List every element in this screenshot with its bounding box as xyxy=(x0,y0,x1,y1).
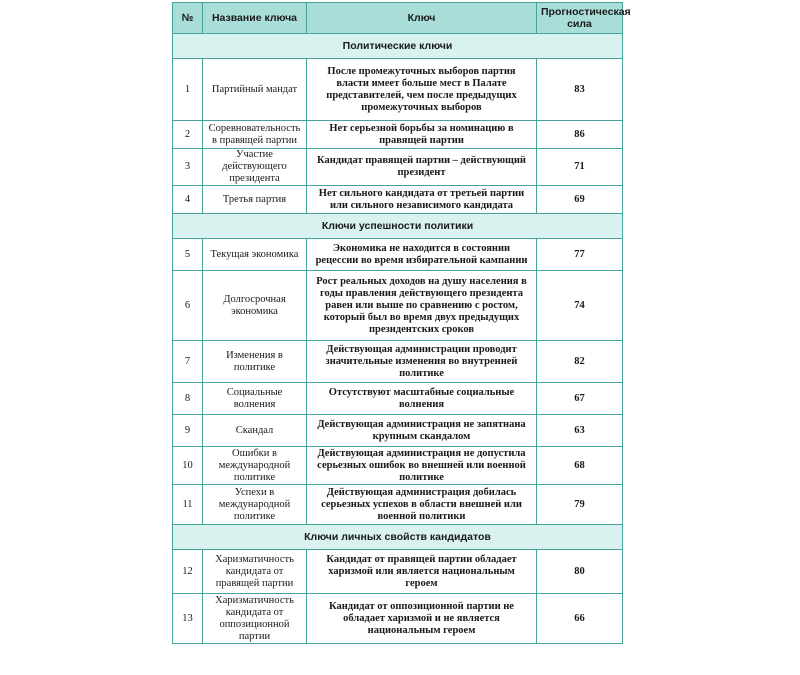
table-row xyxy=(173,341,623,383)
key-name: Социальные волнения xyxy=(203,383,307,415)
key-number: 3 xyxy=(173,149,203,186)
key-number: 13 xyxy=(173,594,203,644)
key-description: Нет сильного кандидата от третьей партии или сильного независимого кандидата xyxy=(307,186,537,214)
key-description: Кандидат от оппозиционной партии не обладает харизмой и не является национальным героем xyxy=(307,594,537,644)
section-header-row xyxy=(173,525,623,550)
key-description: Действующая администрация не запятнана крупным скандалом xyxy=(307,415,537,447)
key-description: Действующая администрация не допустила серьезных ошибок во внешней или военной политике xyxy=(307,447,537,485)
key-number: 6 xyxy=(173,271,203,341)
predictive-power: 68 xyxy=(537,447,623,485)
key-number: 2 xyxy=(173,121,203,149)
key-description: Действующая администрации проводит значительные изменения во внутренней политике xyxy=(307,341,537,383)
key-name: Партийный мандат xyxy=(203,59,307,121)
section-header-row xyxy=(173,214,623,239)
key-name: Долгосрочная экономика xyxy=(203,271,307,341)
keys-table xyxy=(172,2,631,644)
table-row xyxy=(173,447,623,485)
key-description: Действующая администрация добилась серьезных успехов в области внешней или военной политики xyxy=(307,485,537,525)
section-title: Ключи личных свойств кандидатов xyxy=(173,525,623,550)
table-row xyxy=(173,594,623,644)
key-name: Успехи в международной политике xyxy=(203,485,307,525)
key-description: Кандидат от правящей партии обладает харизмой или является национальным героем xyxy=(307,550,537,594)
table-row xyxy=(173,149,623,186)
table-row xyxy=(173,239,623,271)
predictive-power: 74 xyxy=(537,271,623,341)
predictive-power: 67 xyxy=(537,383,623,415)
table-row xyxy=(173,186,623,214)
table-row xyxy=(173,550,623,594)
predictive-power: 86 xyxy=(537,121,623,149)
table-row xyxy=(173,383,623,415)
predictive-power: 83 xyxy=(537,59,623,121)
key-name: Скандал xyxy=(203,415,307,447)
header-name: Название ключа xyxy=(203,3,307,34)
predictive-power: 66 xyxy=(537,594,623,644)
key-description: Нет серьезной борьбы за номинацию в правящей партии xyxy=(307,121,537,149)
key-name: Харизматичность кандидата от правящей партии xyxy=(203,550,307,594)
key-number: 11 xyxy=(173,485,203,525)
key-name: Текущая экономика xyxy=(203,239,307,271)
key-number: 4 xyxy=(173,186,203,214)
table-body xyxy=(173,34,623,644)
key-description: Экономика не находится в состоянии рецессии во время избирательной кампании xyxy=(307,239,537,271)
predictive-power: 79 xyxy=(537,485,623,525)
key-number: 10 xyxy=(173,447,203,485)
table-header xyxy=(173,3,631,34)
predictive-power: 82 xyxy=(537,341,623,383)
table-row xyxy=(173,59,623,121)
predictive-power: 80 xyxy=(537,550,623,594)
key-description: После промежуточных выборов партия власти имеет больше мест в Палате представителей, чем после предыдущих промежуточных выборов xyxy=(307,59,537,121)
predictive-power: 71 xyxy=(537,149,623,186)
key-name: Третья партия xyxy=(203,186,307,214)
key-description: Рост реальных доходов на душу населения в годы правления действующего президента равен или выше по сравнению с ростом, который был во время двух предыдущих президентских сроков xyxy=(307,271,537,341)
key-name: Соревновательность в правящей партии xyxy=(203,121,307,149)
predictive-power: 69 xyxy=(537,186,623,214)
key-name: Участие действующего президента xyxy=(203,149,307,186)
table-row xyxy=(173,121,623,149)
table-row xyxy=(173,485,623,525)
header-power: Прогностическая сила xyxy=(537,3,623,34)
section-title: Ключи успешности политики xyxy=(173,214,623,239)
key-number: 5 xyxy=(173,239,203,271)
key-number: 12 xyxy=(173,550,203,594)
predictive-power: 63 xyxy=(537,415,623,447)
key-name: Харизматичность кандидата от оппозиционной партии xyxy=(203,594,307,644)
table-row xyxy=(173,271,623,341)
predictive-power: 77 xyxy=(537,239,623,271)
section-title: Политические ключи xyxy=(173,34,623,59)
key-description: Кандидат правящей партии – действующий президент xyxy=(307,149,537,186)
key-description: Отсутствуют масштабные социальные волнения xyxy=(307,383,537,415)
header-num: № xyxy=(173,3,203,34)
key-number: 7 xyxy=(173,341,203,383)
key-number: 1 xyxy=(173,59,203,121)
key-name: Изменения в политике xyxy=(203,341,307,383)
table-row xyxy=(173,415,623,447)
header-key: Ключ xyxy=(307,3,537,34)
key-number: 9 xyxy=(173,415,203,447)
section-header-row xyxy=(173,34,623,59)
key-name: Ошибки в международной политике xyxy=(203,447,307,485)
key-number: 8 xyxy=(173,383,203,415)
